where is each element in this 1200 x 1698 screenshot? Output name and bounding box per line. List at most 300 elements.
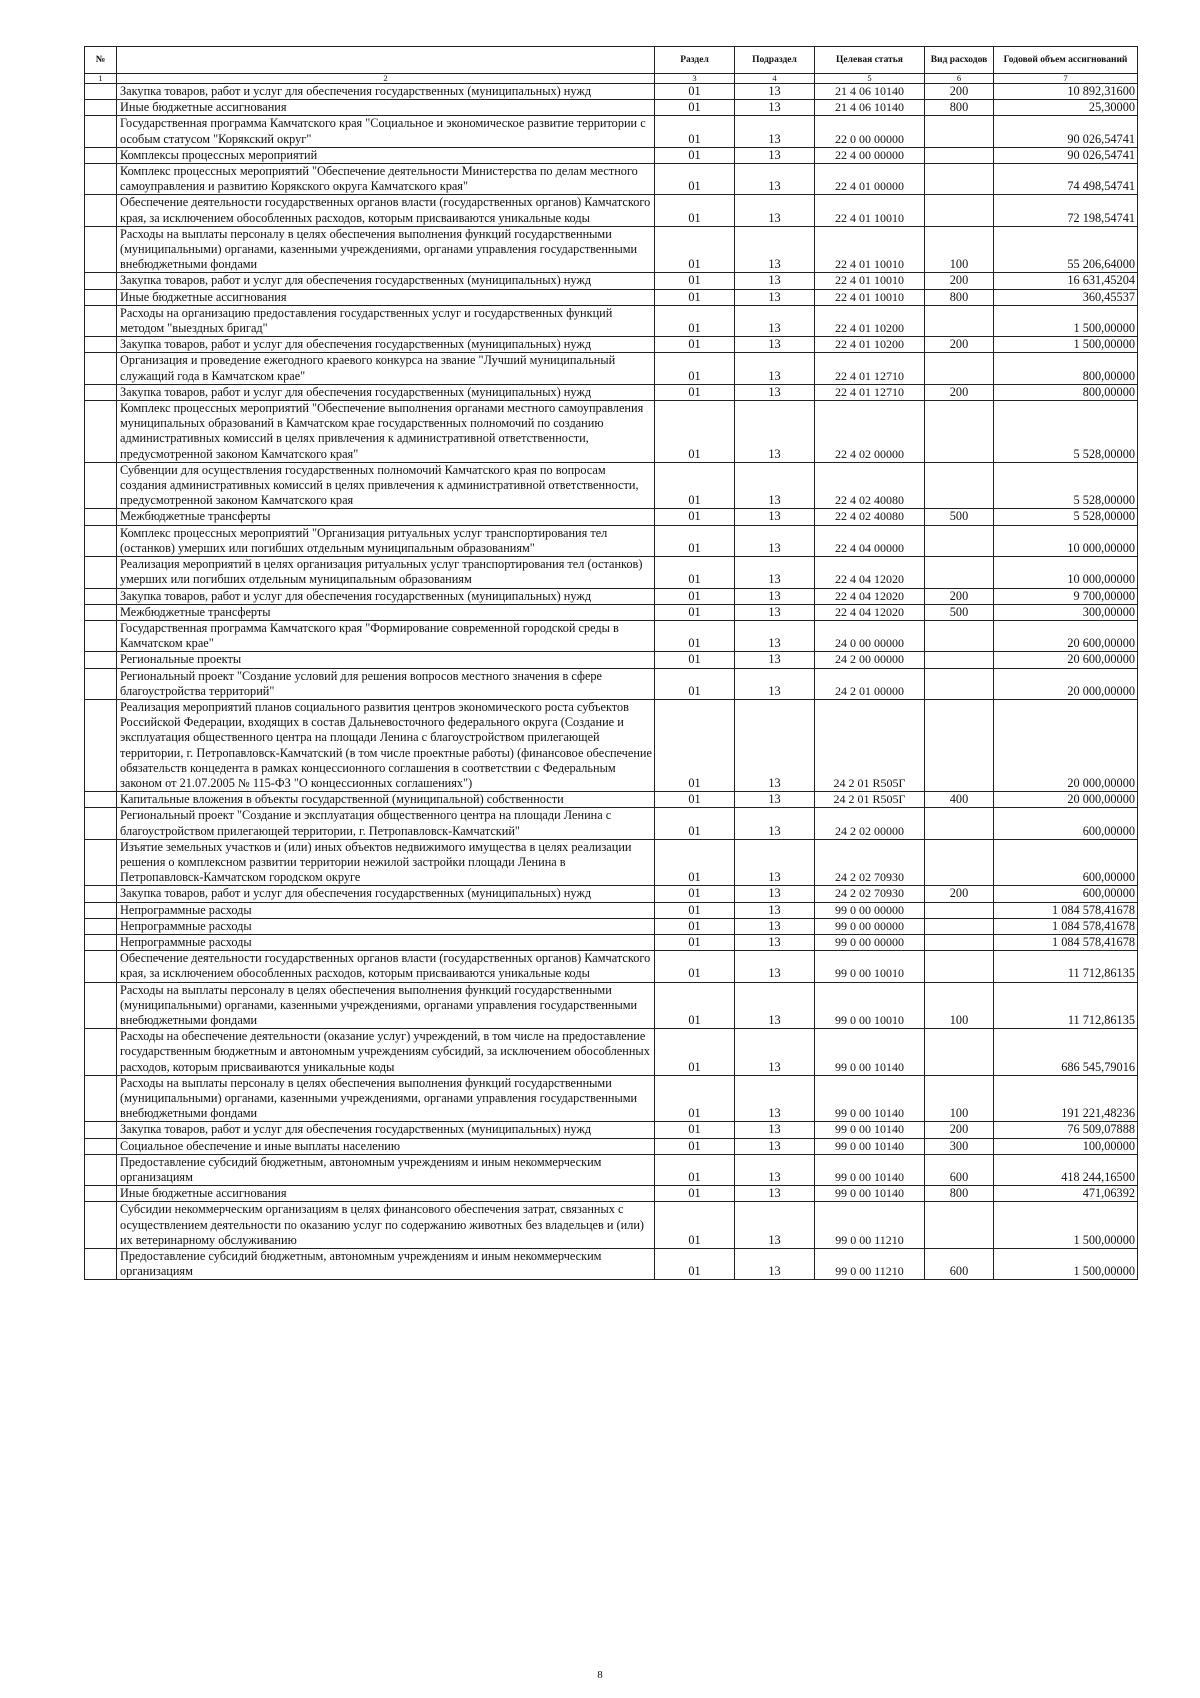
cell-name: Закупка товаров, работ и услуг для обеспечения государственных (муниципальных) нужд	[117, 886, 655, 902]
cell-section: 01	[655, 84, 735, 100]
table-row	[85, 226, 1138, 273]
cell-number	[85, 84, 117, 100]
cell-name: Расходы на организацию предоставления государственных услуг и государственных функций методом "выездных бригад"	[117, 305, 655, 336]
budget-table-sheet	[84, 46, 1137, 1280]
cell-expense-type	[925, 934, 994, 950]
cell-amount: 360,45537	[994, 289, 1138, 305]
cell-name: Организация и проведение ежегодного краевого конкурса на звание "Лучший муниципальный служащий года в Камчатском крае"	[117, 353, 655, 384]
cell-amount: 5 528,00000	[994, 401, 1138, 463]
cell-name: Закупка товаров, работ и услуг для обеспечения государственных (муниципальных) нужд	[117, 273, 655, 289]
cell-expense-type	[925, 1029, 994, 1076]
cell-subsection: 13	[735, 1075, 815, 1122]
cell-section: 01	[655, 462, 735, 509]
cell-expense-type	[925, 1202, 994, 1249]
table-row	[85, 462, 1138, 509]
table-row	[85, 337, 1138, 353]
cell-number	[85, 951, 117, 982]
cell-subsection: 13	[735, 84, 815, 100]
cell-target: 99 0 00 10140	[815, 1075, 925, 1122]
cell-subsection: 13	[735, 699, 815, 791]
cell-name: Непрограммные расходы	[117, 918, 655, 934]
cell-expense-type: 300	[925, 1138, 994, 1154]
cell-target: 99 0 00 11210	[815, 1202, 925, 1249]
cell-expense-type	[925, 147, 994, 163]
table-row	[85, 604, 1138, 620]
header-expense-type: Вид расходов	[925, 47, 994, 74]
cell-number	[85, 305, 117, 336]
cell-name: Иные бюджетные ассигнования	[117, 289, 655, 305]
cell-target: 22 4 04 12020	[815, 588, 925, 604]
cell-section: 01	[655, 337, 735, 353]
cell-section: 01	[655, 1029, 735, 1076]
cell-name: Субсидии некоммерческим организациям в целях финансового обеспечения затрат, связанных с осуществлением деятельности по оказанию услуг по содержанию животных без владельцев и (или) их ветеринарному обслуживанию	[117, 1202, 655, 1249]
cell-number	[85, 982, 117, 1029]
cell-number	[85, 1029, 117, 1076]
cell-name: Непрограммные расходы	[117, 934, 655, 950]
cell-expense-type	[925, 525, 994, 556]
cell-expense-type	[925, 164, 994, 195]
cell-expense-type	[925, 620, 994, 651]
cell-expense-type: 400	[925, 792, 994, 808]
cell-section: 01	[655, 273, 735, 289]
cell-expense-type	[925, 808, 994, 839]
table-row	[85, 839, 1138, 886]
cell-name: Комплексы процессных мероприятий	[117, 147, 655, 163]
header-target: Целевая статья	[815, 47, 925, 74]
cell-name: Расходы на выплаты персоналу в целях обеспечения выполнения функций государственными (муниципальными) органами, казенными учреждениями, органами управления государственными внебюджетными фондами	[117, 226, 655, 273]
cell-subsection: 13	[735, 305, 815, 336]
budget-allocation-table	[84, 46, 1138, 1280]
cell-subsection: 13	[735, 273, 815, 289]
cell-expense-type	[925, 462, 994, 509]
cell-target: 22 4 04 00000	[815, 525, 925, 556]
table-row	[85, 525, 1138, 556]
cell-subsection: 13	[735, 557, 815, 588]
cell-number	[85, 164, 117, 195]
cell-target: 24 2 01 R505Г	[815, 792, 925, 808]
cell-name: Субвенции для осуществления государственных полномочий Камчатского края по вопросам создания административных комиссий в целях привлечения к административной ответственности, предусмотренной законом Камчатского края	[117, 462, 655, 509]
header-name	[117, 47, 655, 74]
cell-amount: 1 500,00000	[994, 337, 1138, 353]
cell-section: 01	[655, 668, 735, 699]
cell-section: 01	[655, 620, 735, 651]
cell-expense-type	[925, 668, 994, 699]
cell-amount: 800,00000	[994, 353, 1138, 384]
cell-target: 99 0 00 10140	[815, 1186, 925, 1202]
cell-name: Комплекс процессных мероприятий "Обеспечение выполнения органами местного самоуправления муниципальных образований в Камчатском крае государственных полномочий по созданию административных комиссий в целях привлечения к административной ответственности, предусмотренной законом Камчатского края"	[117, 401, 655, 463]
table-row	[85, 902, 1138, 918]
cell-number	[85, 195, 117, 226]
cell-section: 01	[655, 509, 735, 525]
column-index-row	[85, 74, 1138, 84]
cell-number	[85, 1138, 117, 1154]
cell-section: 01	[655, 525, 735, 556]
cell-amount: 5 528,00000	[994, 509, 1138, 525]
cell-subsection: 13	[735, 588, 815, 604]
cell-amount: 10 000,00000	[994, 525, 1138, 556]
cell-expense-type	[925, 116, 994, 147]
column-index: 3	[655, 74, 735, 84]
cell-number	[85, 808, 117, 839]
cell-subsection: 13	[735, 100, 815, 116]
cell-name: Обеспечение деятельности государственных органов власти (государственных органов) Камчатского края, за исключением обособленных расходов, которым присваиваются уникальные коды	[117, 195, 655, 226]
table-row	[85, 1138, 1138, 1154]
cell-number	[85, 934, 117, 950]
cell-expense-type: 200	[925, 886, 994, 902]
cell-name: Реализация мероприятий в целях организация ритуальных услуг транспортирования тел (останков) умерших или погибших отдельным муниципальным образованиям	[117, 557, 655, 588]
cell-name: Межбюджетные трансферты	[117, 604, 655, 620]
cell-name: Иные бюджетные ассигнования	[117, 1186, 655, 1202]
cell-number	[85, 652, 117, 668]
table-header-row	[85, 47, 1138, 74]
cell-number	[85, 1249, 117, 1280]
cell-section: 01	[655, 226, 735, 273]
cell-name: Комплекс процессных мероприятий "Организация ритуальных услуг транспортирования тел (останков) умерших или погибших отдельным муниципальным образованиям"	[117, 525, 655, 556]
cell-expense-type: 100	[925, 1075, 994, 1122]
table-row	[85, 652, 1138, 668]
cell-name: Непрограммные расходы	[117, 902, 655, 918]
cell-expense-type: 200	[925, 337, 994, 353]
cell-number	[85, 226, 117, 273]
cell-subsection: 13	[735, 604, 815, 620]
cell-section: 01	[655, 982, 735, 1029]
cell-subsection: 13	[735, 668, 815, 699]
cell-target: 99 0 00 10010	[815, 982, 925, 1029]
table-row	[85, 164, 1138, 195]
cell-subsection: 13	[735, 1249, 815, 1280]
cell-expense-type: 200	[925, 84, 994, 100]
cell-target: 22 4 04 12020	[815, 604, 925, 620]
cell-amount: 11 712,86135	[994, 982, 1138, 1029]
cell-amount: 90 026,54741	[994, 147, 1138, 163]
header-no: №	[85, 47, 117, 74]
cell-subsection: 13	[735, 1138, 815, 1154]
cell-subsection: 13	[735, 401, 815, 463]
table-row	[85, 273, 1138, 289]
cell-number	[85, 401, 117, 463]
header-subsection: Подраздел	[735, 47, 815, 74]
cell-subsection: 13	[735, 164, 815, 195]
table-row	[85, 588, 1138, 604]
cell-section: 01	[655, 792, 735, 808]
column-index: 5	[815, 74, 925, 84]
cell-section: 01	[655, 1154, 735, 1185]
header-amount: Годовой объем ассигнований	[994, 47, 1138, 74]
cell-name: Закупка товаров, работ и услуг для обеспечения государственных (муниципальных) нужд	[117, 384, 655, 400]
cell-subsection: 13	[735, 525, 815, 556]
cell-number	[85, 557, 117, 588]
cell-amount: 20 000,00000	[994, 699, 1138, 791]
cell-expense-type: 800	[925, 100, 994, 116]
cell-subsection: 13	[735, 353, 815, 384]
cell-section: 01	[655, 902, 735, 918]
cell-number	[85, 1202, 117, 1249]
cell-number	[85, 918, 117, 934]
cell-amount: 20 600,00000	[994, 620, 1138, 651]
table-row	[85, 1202, 1138, 1249]
cell-target: 22 4 01 10010	[815, 273, 925, 289]
cell-expense-type: 800	[925, 289, 994, 305]
cell-name: Закупка товаров, работ и услуг для обеспечения государственных (муниципальных) нужд	[117, 1122, 655, 1138]
cell-target: 21 4 06 10140	[815, 84, 925, 100]
cell-name: Предоставление субсидий бюджетным, автономным учреждениям и иным некоммерческим организациям	[117, 1249, 655, 1280]
cell-name: Государственная программа Камчатского края "Формирование современной городской среды в Камчатском крае"	[117, 620, 655, 651]
cell-amount: 600,00000	[994, 808, 1138, 839]
cell-target: 99 0 00 10140	[815, 1029, 925, 1076]
cell-subsection: 13	[735, 839, 815, 886]
table-row	[85, 699, 1138, 791]
cell-target: 22 4 00 00000	[815, 147, 925, 163]
cell-target: 22 4 02 40080	[815, 462, 925, 509]
cell-number	[85, 509, 117, 525]
table-row	[85, 100, 1138, 116]
cell-name: Расходы на выплаты персоналу в целях обеспечения выполнения функций государственными (муниципальными) органами, казенными учреждениями, органами управления государственными внебюджетными фондами	[117, 1075, 655, 1122]
cell-section: 01	[655, 1075, 735, 1122]
cell-section: 01	[655, 164, 735, 195]
cell-target: 24 2 02 00000	[815, 808, 925, 839]
cell-name: Закупка товаров, работ и услуг для обеспечения государственных (муниципальных) нужд	[117, 337, 655, 353]
table-row	[85, 1029, 1138, 1076]
cell-amount: 686 545,79016	[994, 1029, 1138, 1076]
cell-section: 01	[655, 839, 735, 886]
cell-section: 01	[655, 808, 735, 839]
cell-expense-type	[925, 195, 994, 226]
table-row	[85, 353, 1138, 384]
cell-number	[85, 289, 117, 305]
table-row	[85, 918, 1138, 934]
cell-section: 01	[655, 934, 735, 950]
cell-number	[85, 886, 117, 902]
cell-name: Расходы на выплаты персоналу в целях обеспечения выполнения функций государственными (муниципальными) органами, казенными учреждениями, органами управления государственными внебюджетными фондами	[117, 982, 655, 1029]
cell-expense-type	[925, 557, 994, 588]
table-row	[85, 147, 1138, 163]
table-row	[85, 384, 1138, 400]
cell-subsection: 13	[735, 384, 815, 400]
cell-name: Региональный проект "Создание условий для решения вопросов местного значения в сфере благоустройства территорий"	[117, 668, 655, 699]
cell-amount: 1 500,00000	[994, 1202, 1138, 1249]
cell-target: 22 4 04 12020	[815, 557, 925, 588]
cell-amount: 1 500,00000	[994, 305, 1138, 336]
cell-subsection: 13	[735, 1186, 815, 1202]
cell-number	[85, 620, 117, 651]
cell-name: Расходы на обеспечение деятельности (оказание услуг) учреждений, в том числе на предоставление государственным бюджетным и автономным учреждениям субсидий, за исключением обособленных расходов, которым присваиваются уникальные коды	[117, 1029, 655, 1076]
table-row	[85, 668, 1138, 699]
cell-expense-type	[925, 902, 994, 918]
cell-subsection: 13	[735, 147, 815, 163]
cell-section: 01	[655, 1249, 735, 1280]
cell-section: 01	[655, 588, 735, 604]
cell-target: 22 4 02 00000	[815, 401, 925, 463]
cell-amount: 20 000,00000	[994, 668, 1138, 699]
cell-target: 99 0 00 00000	[815, 918, 925, 934]
cell-number	[85, 839, 117, 886]
cell-subsection: 13	[735, 1202, 815, 1249]
cell-expense-type: 600	[925, 1249, 994, 1280]
cell-name: Изъятие земельных участков и (или) иных объектов недвижимого имущества в целях реализации решения о комплексном развитии территории нежилой застройки площади Ленина в Петропавловск-Камчатском городском округе	[117, 839, 655, 886]
cell-expense-type	[925, 353, 994, 384]
cell-section: 01	[655, 100, 735, 116]
cell-subsection: 13	[735, 1122, 815, 1138]
cell-target: 22 0 00 00000	[815, 116, 925, 147]
cell-section: 01	[655, 604, 735, 620]
table-row	[85, 116, 1138, 147]
cell-target: 99 0 00 10140	[815, 1138, 925, 1154]
cell-target: 22 4 01 12710	[815, 353, 925, 384]
cell-section: 01	[655, 951, 735, 982]
cell-amount: 76 509,07888	[994, 1122, 1138, 1138]
header-section: Раздел	[655, 47, 735, 74]
cell-amount: 74 498,54741	[994, 164, 1138, 195]
table-row	[85, 620, 1138, 651]
cell-subsection: 13	[735, 1154, 815, 1185]
cell-section: 01	[655, 384, 735, 400]
cell-number	[85, 1186, 117, 1202]
cell-expense-type: 100	[925, 982, 994, 1029]
cell-amount: 11 712,86135	[994, 951, 1138, 982]
cell-section: 01	[655, 116, 735, 147]
cell-number	[85, 588, 117, 604]
cell-expense-type	[925, 305, 994, 336]
cell-amount: 20 000,00000	[994, 792, 1138, 808]
column-index: 6	[925, 74, 994, 84]
cell-subsection: 13	[735, 951, 815, 982]
table-body	[85, 84, 1138, 1280]
cell-target: 24 2 00 00000	[815, 652, 925, 668]
cell-subsection: 13	[735, 934, 815, 950]
cell-amount: 10 892,31600	[994, 84, 1138, 100]
cell-section: 01	[655, 353, 735, 384]
cell-number	[85, 147, 117, 163]
cell-amount: 191 221,48236	[994, 1075, 1138, 1122]
cell-section: 01	[655, 401, 735, 463]
cell-target: 22 4 01 10010	[815, 195, 925, 226]
cell-target: 24 0 00 00000	[815, 620, 925, 651]
cell-number	[85, 902, 117, 918]
cell-amount: 418 244,16500	[994, 1154, 1138, 1185]
cell-expense-type: 200	[925, 273, 994, 289]
cell-expense-type	[925, 918, 994, 934]
cell-target: 22 4 01 00000	[815, 164, 925, 195]
cell-number	[85, 792, 117, 808]
cell-target: 22 4 01 10200	[815, 337, 925, 353]
cell-expense-type: 200	[925, 1122, 994, 1138]
cell-subsection: 13	[735, 509, 815, 525]
cell-number	[85, 1075, 117, 1122]
cell-number	[85, 604, 117, 620]
cell-amount: 72 198,54741	[994, 195, 1138, 226]
cell-section: 01	[655, 699, 735, 791]
table-row	[85, 557, 1138, 588]
cell-section: 01	[655, 886, 735, 902]
cell-amount: 1 500,00000	[994, 1249, 1138, 1280]
cell-name: Государственная программа Камчатского края "Социальное и экономическое развитие территории с особым статусом "Корякский округ"	[117, 116, 655, 147]
cell-expense-type: 800	[925, 1186, 994, 1202]
cell-number	[85, 525, 117, 556]
cell-target: 99 0 00 00000	[815, 934, 925, 950]
cell-expense-type: 500	[925, 604, 994, 620]
cell-target: 24 2 01 00000	[815, 668, 925, 699]
cell-number	[85, 337, 117, 353]
cell-expense-type	[925, 652, 994, 668]
table-row	[85, 195, 1138, 226]
cell-section: 01	[655, 289, 735, 305]
cell-name: Реализация мероприятий планов социального развития центров экономического роста субъектов Российской Федерации, входящих в состав Дальневосточного федерального округа (Создание и эксплуатация общественного центра на площади Ленина с благоустройством прилегающей территории, г. Петропавловск-Камчатский (в том числе проектные работы) (финансовое обеспечение обязательств концедента в рамках концессионного соглашения в соответствии с Федеральным законом от 21.07.2005 № 115-ФЗ "О концессионных соглашениях")	[117, 699, 655, 791]
table-row	[85, 1075, 1138, 1122]
column-index: 4	[735, 74, 815, 84]
column-index: 2	[117, 74, 655, 84]
cell-number	[85, 1122, 117, 1138]
table-row	[85, 808, 1138, 839]
cell-number	[85, 353, 117, 384]
cell-expense-type	[925, 699, 994, 791]
cell-target: 22 4 01 12710	[815, 384, 925, 400]
cell-amount: 20 600,00000	[994, 652, 1138, 668]
cell-expense-type: 100	[925, 226, 994, 273]
cell-target: 24 2 02 70930	[815, 886, 925, 902]
cell-name: Комплекс процессных мероприятий "Обеспечение деятельности Министерства по делам местного самоуправления и развитию Корякского округа Камчатского края"	[117, 164, 655, 195]
cell-target: 24 2 01 R505Г	[815, 699, 925, 791]
cell-subsection: 13	[735, 116, 815, 147]
cell-name: Межбюджетные трансферты	[117, 509, 655, 525]
table-row	[85, 1154, 1138, 1185]
cell-number	[85, 1154, 117, 1185]
cell-name: Обеспечение деятельности государственных органов власти (государственных органов) Камчатского края, за исключением обособленных расходов, которым присваиваются уникальные коды	[117, 951, 655, 982]
table-row	[85, 1186, 1138, 1202]
cell-target: 99 0 00 10010	[815, 951, 925, 982]
table-row	[85, 1249, 1138, 1280]
cell-target: 24 2 02 70930	[815, 839, 925, 886]
table-row	[85, 509, 1138, 525]
cell-subsection: 13	[735, 289, 815, 305]
cell-target: 22 4 02 40080	[815, 509, 925, 525]
cell-number	[85, 116, 117, 147]
cell-amount: 55 206,64000	[994, 226, 1138, 273]
cell-amount: 1 084 578,41678	[994, 918, 1138, 934]
cell-expense-type	[925, 401, 994, 463]
cell-section: 01	[655, 147, 735, 163]
cell-expense-type	[925, 951, 994, 982]
cell-amount: 800,00000	[994, 384, 1138, 400]
cell-target: 99 0 00 10140	[815, 1122, 925, 1138]
cell-number	[85, 699, 117, 791]
cell-subsection: 13	[735, 1029, 815, 1076]
cell-subsection: 13	[735, 226, 815, 273]
cell-number	[85, 100, 117, 116]
table-row	[85, 934, 1138, 950]
cell-amount: 5 528,00000	[994, 462, 1138, 509]
cell-expense-type: 200	[925, 588, 994, 604]
cell-name: Закупка товаров, работ и услуг для обеспечения государственных (муниципальных) нужд	[117, 588, 655, 604]
cell-amount: 16 631,45204	[994, 273, 1138, 289]
cell-amount: 300,00000	[994, 604, 1138, 620]
cell-name: Иные бюджетные ассигнования	[117, 100, 655, 116]
cell-target: 22 4 01 10010	[815, 289, 925, 305]
table-row	[85, 951, 1138, 982]
cell-name: Закупка товаров, работ и услуг для обеспечения государственных (муниципальных) нужд	[117, 84, 655, 100]
cell-section: 01	[655, 195, 735, 226]
cell-expense-type: 500	[925, 509, 994, 525]
cell-number	[85, 384, 117, 400]
cell-name: Социальное обеспечение и иные выплаты населению	[117, 1138, 655, 1154]
cell-section: 01	[655, 1138, 735, 1154]
table-row	[85, 886, 1138, 902]
cell-number	[85, 668, 117, 699]
table-row	[85, 982, 1138, 1029]
cell-subsection: 13	[735, 982, 815, 1029]
cell-amount: 1 084 578,41678	[994, 902, 1138, 918]
cell-number	[85, 273, 117, 289]
cell-target: 21 4 06 10140	[815, 100, 925, 116]
